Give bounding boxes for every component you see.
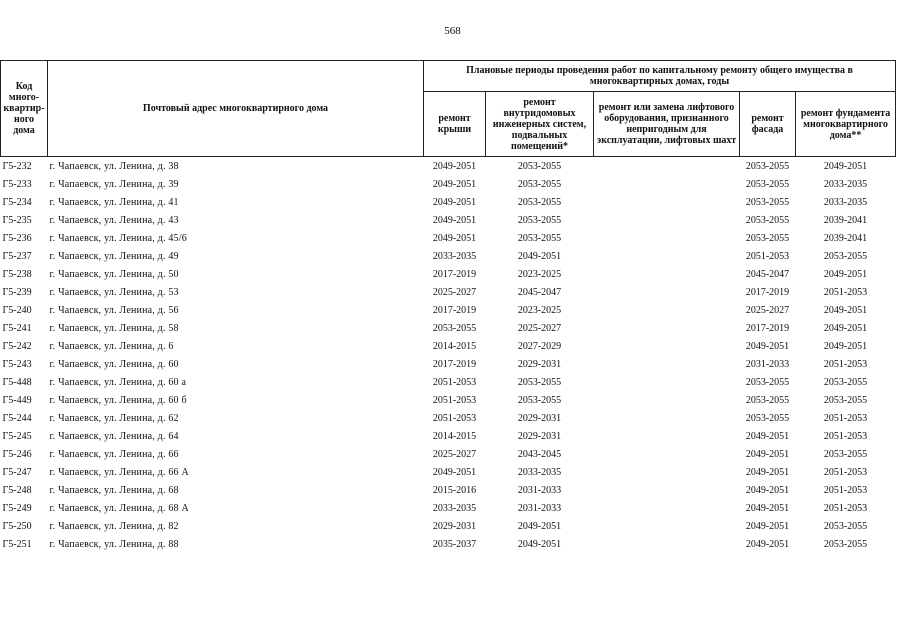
cell-facade: 2049-2051	[745, 448, 790, 460]
cell-foundation: 2051-2053	[823, 286, 868, 298]
cell-foundation: 2051-2053	[823, 484, 868, 496]
cell-systems: 2053-2055	[517, 160, 562, 172]
cell-lift	[594, 481, 740, 499]
cell-systems: 2029-2031	[517, 430, 562, 442]
cell-facade: 2049-2051	[745, 430, 790, 442]
table-row	[1, 499, 896, 517]
cell-systems: 2031-2033	[517, 502, 562, 514]
cell-facade: 2045-2047	[745, 268, 790, 280]
cell-lift	[594, 193, 740, 211]
cell-roof: 2015-2016	[432, 484, 477, 496]
cell-code: Г5-235	[2, 214, 32, 226]
cell-lift	[594, 319, 740, 337]
cell-address: г. Чапаевск, ул. Ленина, д. 60	[49, 358, 179, 370]
cell-foundation: 2051-2053	[823, 466, 868, 478]
cell-lift	[594, 445, 740, 463]
cell-systems: 2053-2055	[517, 214, 562, 226]
cell-code: Г5-232	[2, 160, 32, 172]
cell-foundation: 2053-2055	[823, 448, 868, 460]
cell-roof: 2049-2051	[432, 196, 477, 208]
cell-systems: 2027-2029	[517, 340, 562, 352]
cell-foundation: 2051-2053	[823, 412, 868, 424]
table-row	[1, 427, 896, 445]
cell-address: г. Чапаевск, ул. Ленина, д. 60 б	[49, 394, 187, 406]
cell-lift	[594, 157, 740, 176]
cell-systems: 2029-2031	[517, 358, 562, 370]
cell-roof: 2025-2027	[432, 286, 477, 298]
cell-code: Г5-234	[2, 196, 32, 208]
cell-facade: 2049-2051	[745, 502, 790, 514]
table-row	[1, 265, 896, 283]
cell-foundation: 2039-2041	[823, 232, 868, 244]
header-foundation: ремонт фундамента многоквартирного дома**	[796, 92, 896, 157]
cell-address: г. Чапаевск, ул. Ленина, д. 66	[49, 448, 179, 460]
table-row	[1, 373, 896, 391]
cell-foundation: 2053-2055	[823, 538, 868, 550]
cell-roof: 2033-2035	[432, 250, 477, 262]
cell-roof: 2017-2019	[432, 358, 477, 370]
cell-roof: 2029-2031	[432, 520, 477, 532]
cell-facade: 2053-2055	[745, 232, 790, 244]
table-row	[1, 355, 896, 373]
cell-facade: 2051-2053	[745, 250, 790, 262]
table-row	[1, 175, 896, 193]
page-number: 568	[444, 25, 461, 37]
cell-code: Г5-243	[2, 358, 32, 370]
cell-foundation: 2051-2053	[823, 430, 868, 442]
cell-roof: 2025-2027	[432, 448, 477, 460]
cell-code: Г5-244	[2, 412, 32, 424]
cell-roof: 2049-2051	[432, 214, 477, 226]
table-row	[1, 193, 896, 211]
table-row	[1, 337, 896, 355]
cell-address: г. Чапаевск, ул. Ленина, д. 68	[49, 484, 179, 496]
header-address: Почтовый адрес многоквартирного дома	[48, 61, 424, 157]
cell-lift	[594, 427, 740, 445]
cell-roof: 2049-2051	[432, 466, 477, 478]
header-roof: ремонт крыши	[424, 92, 486, 157]
cell-systems: 2053-2055	[517, 196, 562, 208]
cell-facade: 2049-2051	[745, 340, 790, 352]
cell-roof: 2049-2051	[432, 178, 477, 190]
table-row	[1, 445, 896, 463]
cell-systems: 2023-2025	[517, 268, 562, 280]
cell-lift	[594, 229, 740, 247]
cell-code: Г5-236	[2, 232, 32, 244]
cell-address: г. Чапаевск, ул. Ленина, д. 53	[49, 286, 179, 298]
cell-lift	[594, 499, 740, 517]
cell-code: Г5-239	[2, 286, 32, 298]
cell-roof: 2049-2051	[432, 232, 477, 244]
table-body	[1, 157, 896, 554]
cell-systems: 2043-2045	[517, 448, 562, 460]
table-row	[1, 535, 896, 553]
cell-address: г. Чапаевск, ул. Ленина, д. 58	[49, 322, 179, 334]
table-row	[1, 301, 896, 319]
cell-foundation: 2049-2051	[823, 340, 868, 352]
cell-address: г. Чапаевск, ул. Ленина, д. 82	[49, 520, 179, 532]
cell-address: г. Чапаевск, ул. Ленина, д. 56	[49, 304, 179, 316]
cell-systems: 2025-2027	[517, 322, 562, 334]
cell-lift	[594, 391, 740, 409]
cell-lift	[594, 301, 740, 319]
cell-code: Г5-240	[2, 304, 32, 316]
cell-facade: 2031-2033	[745, 358, 790, 370]
cell-address: г. Чапаевск, ул. Ленина, д. 60 а	[49, 376, 187, 388]
cell-address: г. Чапаевск, ул. Ленина, д. 41	[49, 196, 179, 208]
cell-facade: 2049-2051	[745, 520, 790, 532]
cell-roof: 2053-2055	[432, 322, 477, 334]
cell-facade: 2053-2055	[745, 178, 790, 190]
cell-foundation: 2053-2055	[823, 376, 868, 388]
cell-facade: 2053-2055	[745, 394, 790, 406]
cell-address: г. Чапаевск, ул. Ленина, д. 38	[49, 160, 179, 172]
cell-systems: 2049-2051	[517, 520, 562, 532]
header-periods: Плановые периоды проведения работ по капитальному ремонту общего имущества в многоквартирных домах, годы	[424, 61, 896, 92]
cell-systems: 2049-2051	[517, 250, 562, 262]
capital-repair-table	[0, 60, 896, 553]
cell-code: Г5-246	[2, 448, 32, 460]
table-row	[1, 409, 896, 427]
cell-facade: 2053-2055	[745, 196, 790, 208]
cell-roof: 2051-2053	[432, 376, 477, 388]
cell-foundation: 2049-2051	[823, 304, 868, 316]
header-systems: ремонт внутридомовых инженерных систем, подвальных помещений*	[486, 92, 594, 157]
table-row	[1, 481, 896, 499]
table-row	[1, 247, 896, 265]
cell-systems: 2023-2025	[517, 304, 562, 316]
cell-foundation: 2039-2041	[823, 214, 868, 226]
cell-address: г. Чапаевск, ул. Ленина, д. 6	[49, 340, 174, 352]
cell-roof: 2017-2019	[432, 268, 477, 280]
cell-facade: 2025-2027	[745, 304, 790, 316]
cell-roof: 2033-2035	[432, 502, 477, 514]
cell-facade: 2017-2019	[745, 286, 790, 298]
cell-code: Г5-247	[2, 466, 32, 478]
cell-facade: 2049-2051	[745, 484, 790, 496]
cell-facade: 2049-2051	[745, 466, 790, 478]
cell-address: г. Чапаевск, ул. Ленина, д. 45/6	[49, 232, 187, 244]
cell-lift	[594, 247, 740, 265]
cell-facade: 2053-2055	[745, 376, 790, 388]
cell-code: Г5-250	[2, 520, 32, 532]
cell-lift	[594, 409, 740, 427]
cell-address: г. Чапаевск, ул. Ленина, д. 64	[49, 430, 179, 442]
cell-lift	[594, 265, 740, 283]
cell-lift	[594, 517, 740, 535]
cell-lift	[594, 337, 740, 355]
cell-address: г. Чапаевск, ул. Ленина, д. 49	[49, 250, 179, 262]
cell-systems: 2045-2047	[517, 286, 562, 298]
cell-systems: 2031-2033	[517, 484, 562, 496]
cell-systems: 2033-2035	[517, 466, 562, 478]
cell-foundation: 2049-2051	[823, 160, 868, 172]
cell-roof: 2035-2037	[432, 538, 477, 550]
cell-roof: 2014-2015	[432, 340, 477, 352]
cell-facade: 2017-2019	[745, 322, 790, 334]
cell-code: Г5-249	[2, 502, 32, 514]
cell-lift	[594, 175, 740, 193]
cell-address: г. Чапаевск, ул. Ленина, д. 68 А	[49, 502, 189, 514]
table-row	[1, 517, 896, 535]
cell-facade: 2053-2055	[745, 214, 790, 226]
cell-code: Г5-238	[2, 268, 32, 280]
cell-roof: 2014-2015	[432, 430, 477, 442]
cell-roof: 2049-2051	[432, 160, 477, 172]
cell-address: г. Чапаевск, ул. Ленина, д. 43	[49, 214, 179, 226]
cell-foundation: 2051-2053	[823, 502, 868, 514]
table-row	[1, 319, 896, 337]
table-row	[1, 283, 896, 301]
cell-foundation: 2053-2055	[823, 250, 868, 262]
cell-address: г. Чапаевск, ул. Ленина, д. 50	[49, 268, 179, 280]
cell-code: Г5-251	[2, 538, 32, 550]
cell-code: Г5-241	[2, 322, 32, 334]
header-lift: ремонт или замена лифтового оборудования, признанного непригодным для эксплуатации, лифтовых шахт	[594, 92, 740, 157]
cell-code: Г5-237	[2, 250, 32, 262]
cell-lift	[594, 463, 740, 481]
cell-roof: 2051-2053	[432, 394, 477, 406]
cell-lift	[594, 373, 740, 391]
table-row	[1, 229, 896, 247]
cell-foundation: 2049-2051	[823, 322, 868, 334]
cell-lift	[594, 355, 740, 373]
cell-systems: 2049-2051	[517, 538, 562, 550]
cell-code: Г5-248	[2, 484, 32, 496]
cell-address: г. Чапаевск, ул. Ленина, д. 66 А	[49, 466, 189, 478]
header-facade: ремонт фасада	[740, 92, 796, 157]
cell-systems: 2053-2055	[517, 394, 562, 406]
cell-foundation: 2033-2035	[823, 178, 868, 190]
cell-systems: 2053-2055	[517, 178, 562, 190]
table-row	[1, 211, 896, 229]
cell-facade: 2049-2051	[745, 538, 790, 550]
cell-systems: 2029-2031	[517, 412, 562, 424]
cell-address: г. Чапаевск, ул. Ленина, д. 62	[49, 412, 179, 424]
cell-lift	[594, 535, 740, 553]
table-row	[1, 157, 896, 176]
cell-facade: 2053-2055	[745, 412, 790, 424]
cell-roof: 2017-2019	[432, 304, 477, 316]
table-row	[1, 463, 896, 481]
cell-foundation: 2053-2055	[823, 520, 868, 532]
cell-foundation: 2049-2051	[823, 268, 868, 280]
cell-systems: 2053-2055	[517, 232, 562, 244]
cell-roof: 2051-2053	[432, 412, 477, 424]
cell-address: г. Чапаевск, ул. Ленина, д. 88	[49, 538, 179, 550]
cell-code: Г5-448	[2, 376, 32, 388]
cell-foundation: 2033-2035	[823, 196, 868, 208]
table-row	[1, 391, 896, 409]
cell-address: г. Чапаевск, ул. Ленина, д. 39	[49, 178, 179, 190]
cell-foundation: 2051-2053	[823, 358, 868, 370]
cell-lift	[594, 283, 740, 301]
cell-foundation: 2053-2055	[823, 394, 868, 406]
header-code: Код много-квартир-ного дома	[1, 61, 48, 157]
cell-systems: 2053-2055	[517, 376, 562, 388]
cell-code: Г5-233	[2, 178, 32, 190]
cell-facade: 2053-2055	[745, 160, 790, 172]
cell-code: Г5-449	[2, 394, 32, 406]
cell-code: Г5-242	[2, 340, 32, 352]
cell-lift	[594, 211, 740, 229]
cell-code: Г5-245	[2, 430, 32, 442]
